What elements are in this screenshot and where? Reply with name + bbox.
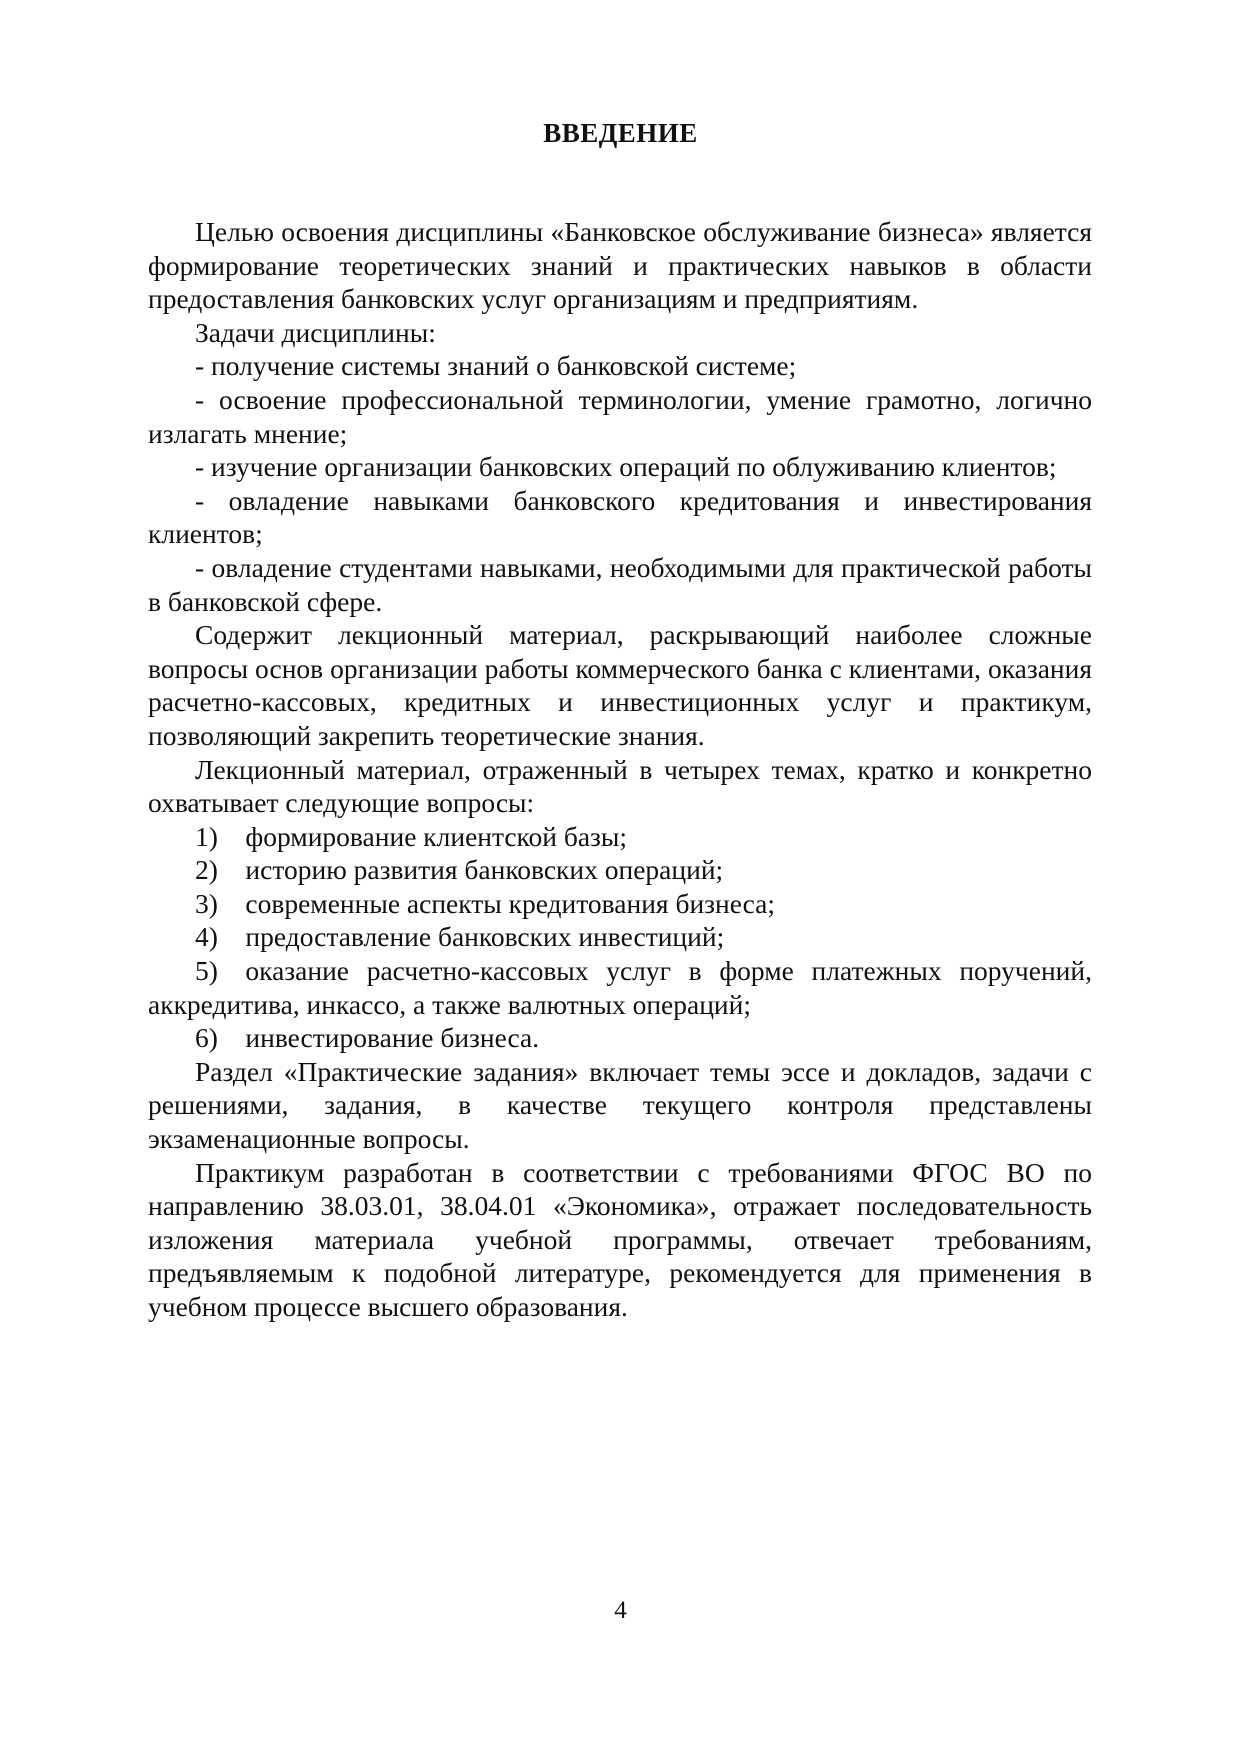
numbered-item: 6) инвестирование бизнеса. bbox=[195, 1022, 540, 1054]
numbered-item: 1) формирование клиентской базы; bbox=[195, 820, 628, 852]
task-item: - получение системы знаний о банковской системе; bbox=[195, 350, 797, 382]
task-item: - освоение профессиональной терминологии, умение грамотно, логично излагать мнение; bbox=[148, 383, 1092, 449]
task-item: - изучение организации банковских операций по облуживанию клиентов; bbox=[195, 451, 1057, 483]
numbered-item: 3) современные аспекты кредитования бизнеса; bbox=[195, 887, 776, 919]
paragraph-tasks-heading: Задачи дисциплины: bbox=[195, 316, 436, 348]
numbered-item: 5) оказание расчетно-кассовых услуг в форме платежных поручений, аккредитива, инкассо, а также валютных операций; bbox=[148, 955, 1092, 1020]
paragraph-lecture-material: Лекционный материал, отраженный в четырех темах, кратко и конкретно охватывает следующие вопросы: bbox=[148, 753, 1092, 819]
body-text bbox=[148, 215, 1092, 1324]
numbered-item: 2) историю развития банковских операций; bbox=[195, 854, 724, 886]
paragraph-standards: Практикум разработан в соответствии с требованиями ФГОС ВО по направлению 38.03.01, 38.04.01 «Экономика», отражает последовательность изложения материала учебной программы, отвечает требованиям, предъявляемым к подобной литературе, рекомендуется для применения в учебном процессе высшего образования. bbox=[148, 1156, 1092, 1322]
page-title: ВВЕДЕНИЕ bbox=[543, 118, 698, 148]
paragraph-contents: Содержит лекционный материал, раскрывающий наиболее сложные вопросы основ организации работы коммерческого банка с клиентами, оказания расчетно-кассовых, кредитных и инвестиционных услуг и практикум, позволяющий закрепить теоретические знания. bbox=[148, 619, 1092, 751]
page-number: 4 bbox=[614, 1597, 627, 1624]
paragraph-goal: Целью освоения дисциплины «Банковское обслуживание бизнеса» является формирование теоретических знаний и практических навыков в области предоставления банковских услуг организациям и предприятиям. bbox=[148, 216, 1092, 315]
task-item: - овладение студентами навыками, необходимыми для практической работы в банковской сфере. bbox=[148, 551, 1092, 617]
task-item: - овладение навыками банковского кредитования и инвестирования клиентов; bbox=[148, 484, 1092, 550]
numbered-item: 4) предоставление банковских инвестиций; bbox=[195, 921, 725, 953]
paragraph-practical-tasks: Раздел «Практические задания» включает темы эссе и докладов, задачи с решениями, задания, в качестве текущего контроля представлены экзаменационные вопросы. bbox=[148, 1055, 1092, 1155]
